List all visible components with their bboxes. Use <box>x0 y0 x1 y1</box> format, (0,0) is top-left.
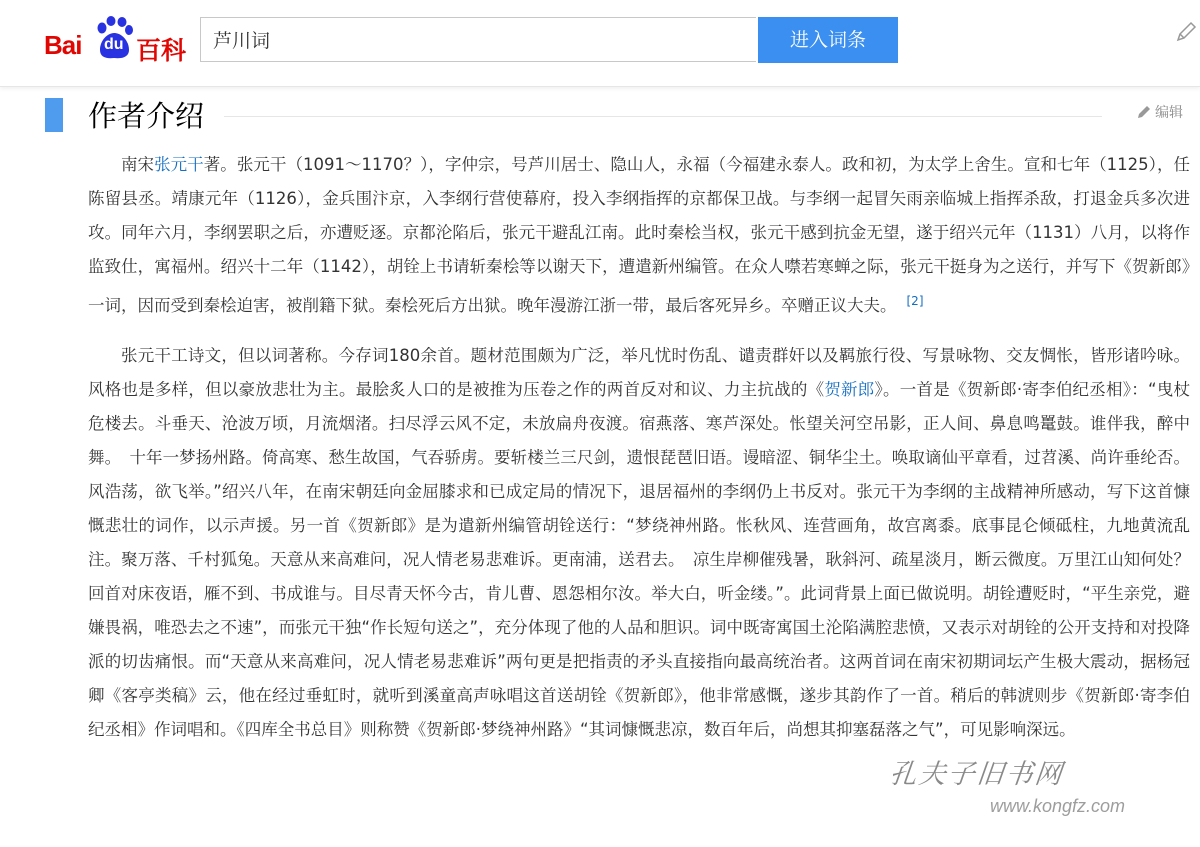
edit-section-button[interactable] <box>1136 102 1183 124</box>
paragraph-2 <box>88 339 1190 747</box>
enter-entry-button[interactable]: 进入词条 <box>758 17 898 63</box>
section-title: 作者介绍 <box>88 99 205 133</box>
watermark-text: 孔夫子旧书网 <box>888 759 1066 790</box>
edit-pencil-icon <box>1136 104 1152 120</box>
p2-text-a: 张元干工诗文，但以词著称。今存词180余首。题材范围颇为广泛，举凡忧时伤乱、谴责群奸以及羁旅行役、写景咏物、交友惆怅，皆形诸吟咏。风格也是多样，但以豪放悲壮为主。最脍炙人口的是被推为压卷之作的两首反对和议、力主抗战的《 <box>88 346 1190 399</box>
p1-text-b: 著。张元干（1091～1170？），字仲宗，号芦川居士、隐山人，永福（今福建永泰人。政和初，为太学上舍生。宣和七年（1125），任陈留县丞。靖康元年（1126），金兵围汴京，入李纲行营使幕府，投入李纲指挥的京都保卫战。与李纲一起冒矢雨亲临城上指挥杀敌，打退金兵多次进攻。同年六月，李纲罢职之后，亦遭贬逐。京都沦陷后，张元干避乱江南。此时秦桧当权，张元干感到抗金无望，遂于绍兴元年（1131）八月，以将作监致仕，寓福州。绍兴十二年（1142），胡铨上书请斩秦桧等以谢天下，遭遣新州编管。在众人噤若寒蝉之际，张元干挺身为之送行，并写下《贺新郎》一词，因而受到秦桧迫害，被削籍下狱。秦桧死后方出狱。晚年漫游江浙一带，最后客死异乡。卒赠正议大夫。 <box>88 155 1191 315</box>
link-zhang-yuangan[interactable]: 张元干 <box>154 155 204 174</box>
reference-2[interactable]: [2] <box>906 294 924 308</box>
article-body <box>88 148 1190 763</box>
p1-text-a: 南宋 <box>121 155 155 174</box>
search-box <box>200 17 756 62</box>
p2-text-b: 》。一首是《贺新郎·寄李伯纪丞相》：“曳杖危楼去。斗垂天、沧波万顷，月流烟渚。扫尽浮云风不定，未放扁舟夜渡。宿燕落、寒芦深处。怅望关河空吊影，正人间、鼻息鸣鼍鼓。谁伴我，醉中舞。 十年一梦扬州路。倚高寒、愁生故国，气吞骄虏。要斩楼兰三尺剑，遗恨琵琶旧语。谩暗涩、铜华尘土。唤取谪仙平章看，过苕溪、尚许垂纶否。风浩荡，欲飞举。”绍兴八年，在南宋朝廷向金屈膝求和已成定局的情况下，退居福州的李纲仍上书反对。张元干为李纲的主战精神所感动，写下这首慷慨悲壮的词作，以示声援。另一首《贺新郎》是为遣新州编管胡铨送行：“梦绕神州路。怅秋风、连营画角，故宫离黍。底事昆仑倾砥柱，九地黄流乱注。聚万落、千村狐兔。天意从来高难问，况人情老易悲难诉。更南浦，送君去。 凉生岸柳催残暑，耿斜河、疏星淡月，断云微度。万里江山知何处？回首对床夜语，雁不到、书成谁与。目尽青天怀今古，肯儿曹、恩怨相尔汝。举大白，听金缕。”。此词背景上面已做说明。胡铨遭贬时，“平生亲党，避嫌畏祸，唯恐去之不速”，而张元干独“作长短句送之”，充分体现了他的人品和胆识。词中既寄寓国土沦陷满腔悲愤，又表示对胡铨的公开支持和对投降派的切齿痛恨。而“天意从来高难问，况人情老易悲难诉”两句更是把指责的矛头直接指向最高统治者。这两首词在南宋初期词坛产生极大震动，据杨冠卿《客亭类稿》云，他在经过垂虹时，就听到溪童高声咏唱这首送胡铨《贺新郎》，他非常感慨，遂步其韵作了一首。稍后的韩淲则步《贺新郎·寄李伯纪丞相》作词唱和。《四库全书总目》则称赞《贺新郎·梦绕神州路》“其词慷慨悲凉，数百年后，尚想其抑塞磊落之气”，可见影响深远。 <box>88 380 1190 739</box>
baidu-baike-logo[interactable] <box>42 14 192 64</box>
section-marker <box>45 98 63 132</box>
watermark <box>860 752 1180 832</box>
logo-bai-text: Bai <box>44 30 82 60</box>
edit-label: 编辑 <box>1155 105 1183 121</box>
paragraph-1 <box>88 148 1190 323</box>
section-divider <box>224 116 1102 117</box>
logo-baike-text: 百科 <box>136 36 187 65</box>
search-input[interactable] <box>201 18 756 61</box>
link-he-xin-lang[interactable]: 贺新郎 <box>824 380 875 399</box>
pencil-icon[interactable] <box>1174 20 1198 44</box>
logo-du-text: du <box>104 36 124 53</box>
watermark-url: www.kongfz.com <box>990 796 1126 816</box>
top-bar <box>0 0 1200 87</box>
